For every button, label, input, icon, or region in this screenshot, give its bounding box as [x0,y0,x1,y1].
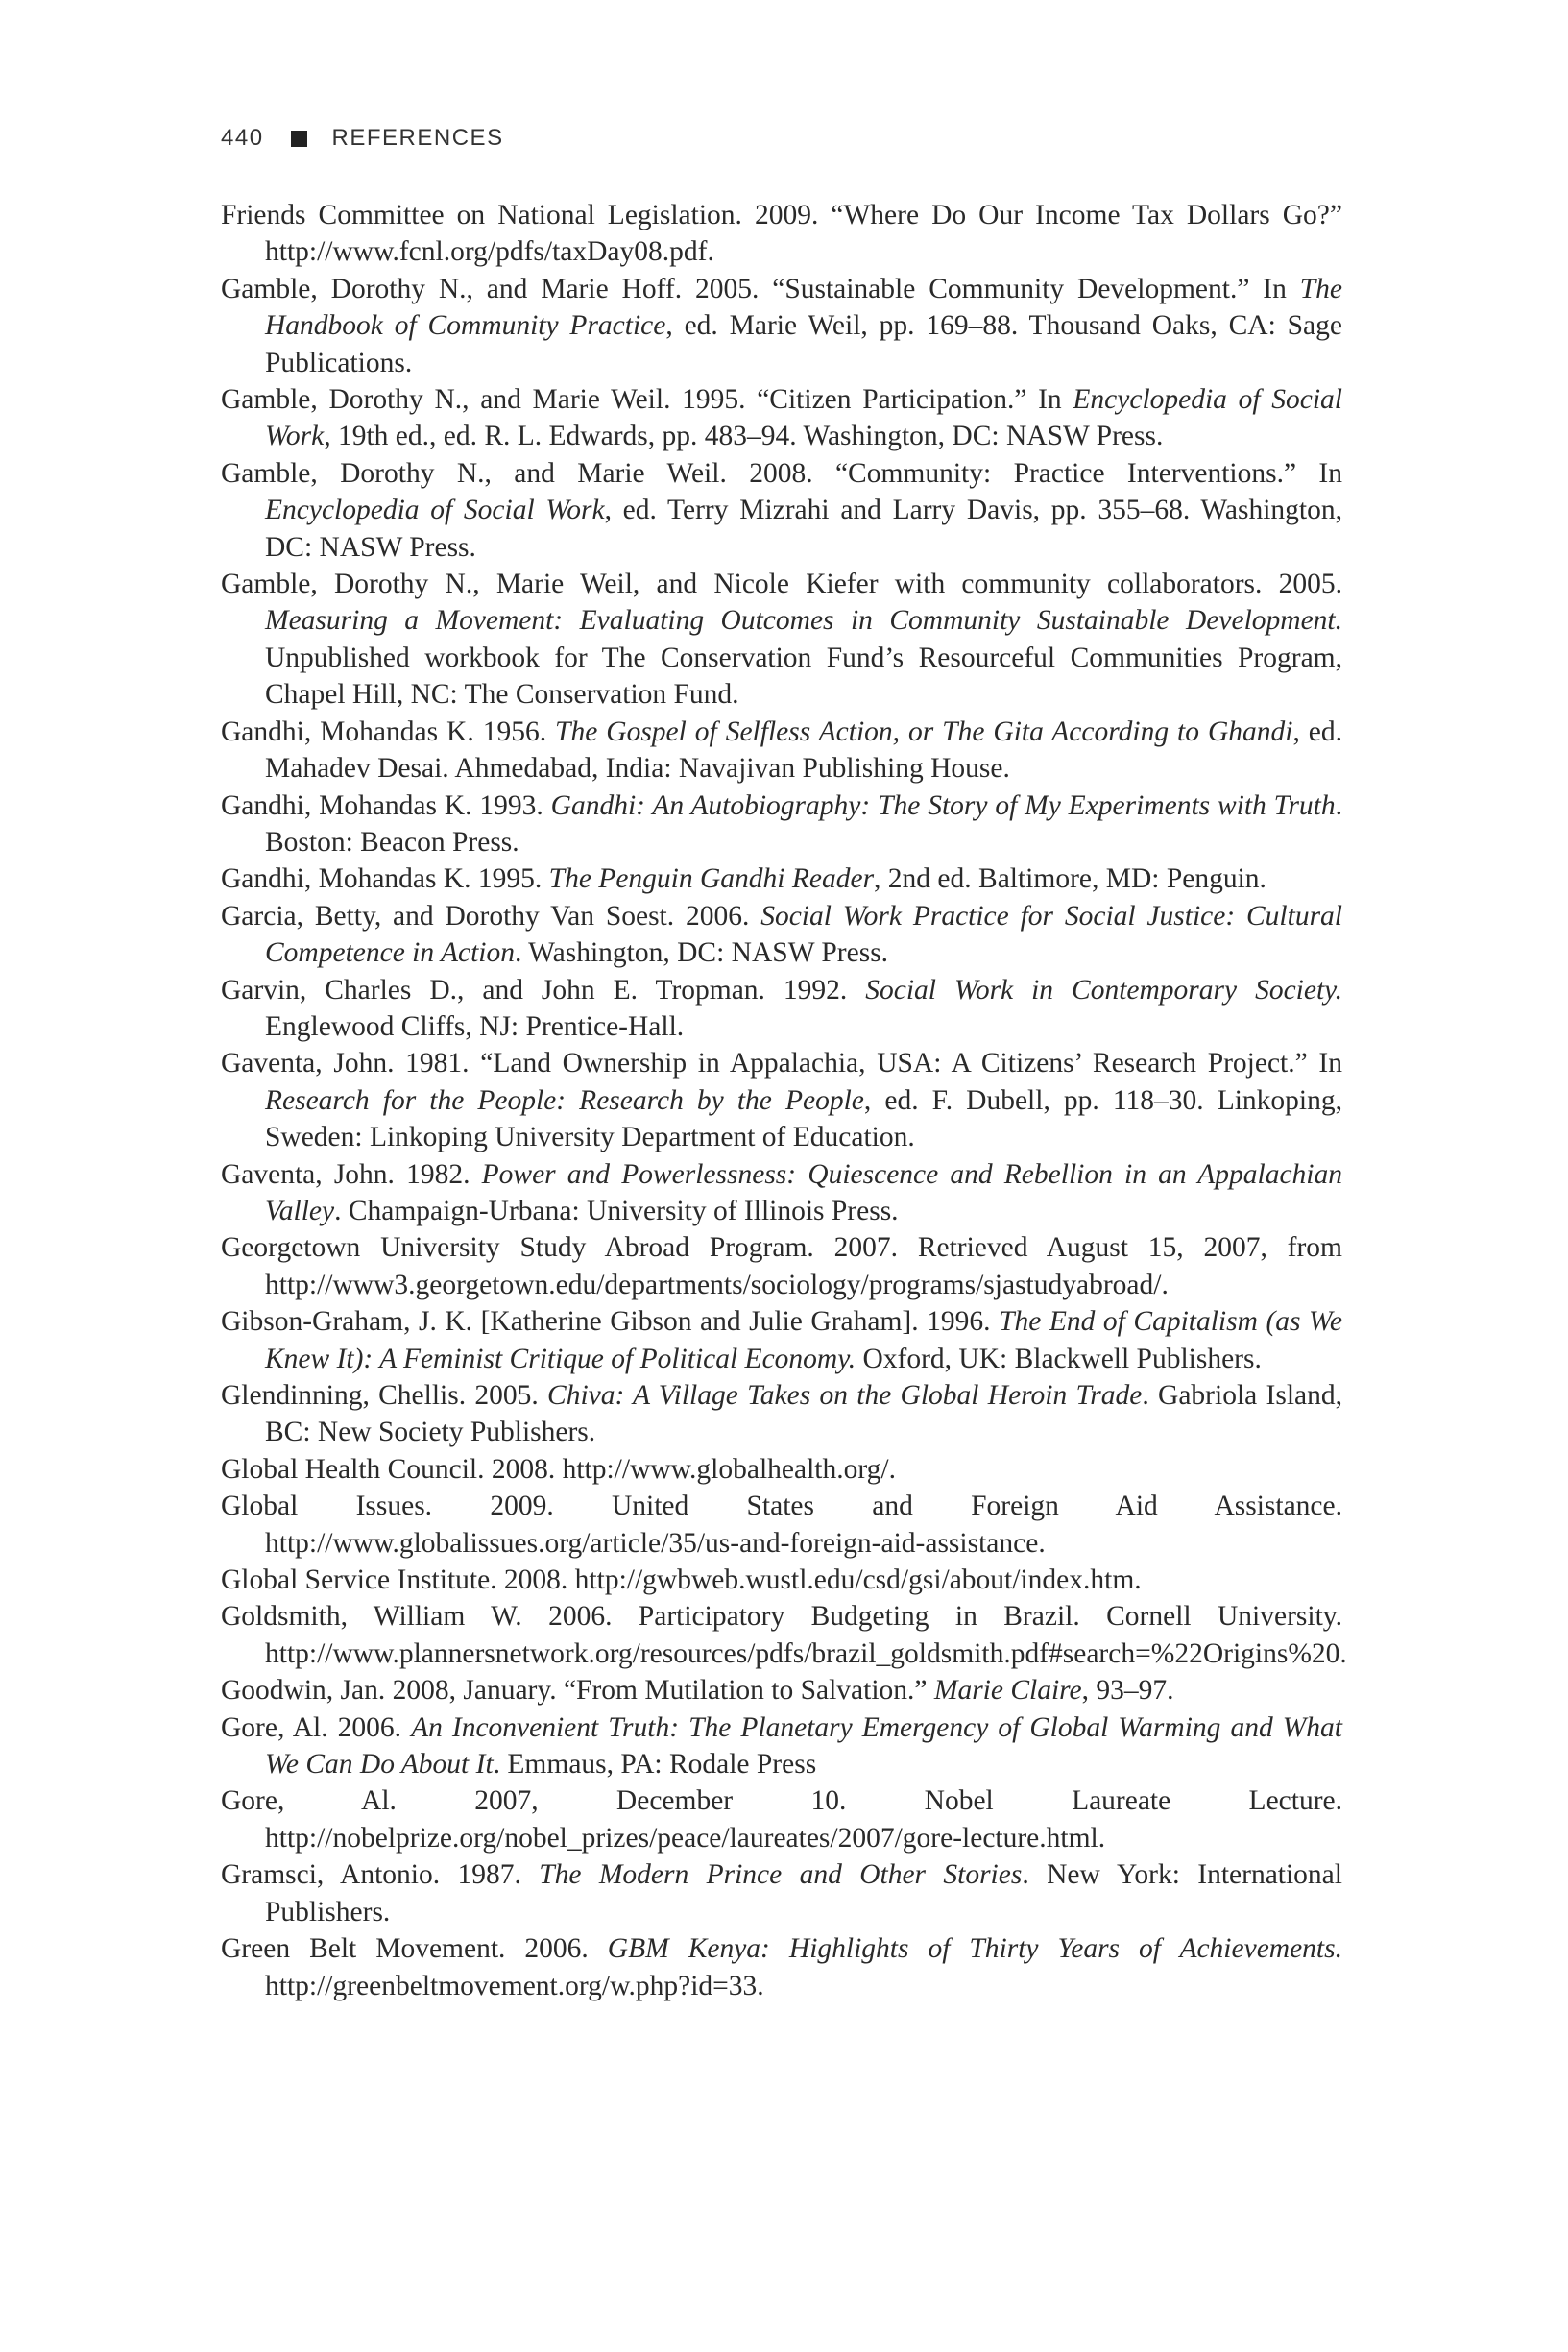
reference-text: Gore, Al. 2007, December 10. Nobel Laureate Lecture. http://nobelprize.org/nobel_prizes/peace/laureates/2007/gore-lecture.html. [221,1785,1342,1854]
reference-text: Oxford, UK: Blackwell Publishers. [856,1343,1262,1374]
reference-entry [221,1562,1342,1598]
reference-entry [221,1709,1342,1783]
reference-text: . Gabriola Island, BC: New Society Publishers. [265,1380,1342,1448]
reference-text: Green Belt Movement. 2006. [221,1933,608,1965]
section-title: REFERENCES [331,125,504,151]
reference-title-italic: The Gospel of Selfless Action, or The Gita According to Ghandi [555,715,1293,747]
reference-entry [221,1856,1342,1930]
reference-text: Gaventa, John. 1981. “Land Ownership in Appalachia, USA: A Citizens’ Research Project.” In [221,1048,1342,1079]
reference-text: Glendinning, Chellis. 2005. [221,1380,548,1411]
reference-entry [221,197,1342,271]
reference-entry [221,1377,1342,1451]
reference-title-italic: Social Work Practice for Social Justice: Cultural Competence in Action [265,900,1342,969]
reference-text: Gamble, Dorothy N., and Marie Weil. 2008. “Community: Practice Interventions.” In [221,457,1342,489]
reference-title-italic: Power and Powerlessness: Quiescence and Rebellion in an Appalachian Valley [265,1158,1342,1226]
reference-text: Gibson-Graham, J. K. [Katherine Gibson and Julie Graham]. 1996. [221,1306,1000,1338]
running-head [221,125,504,152]
reference-entry [221,1782,1342,1856]
reference-text: Global Issues. 2009. United States and Foreign Aid Assistance. http://www.globalissues.org/article/35/us-and-foreign-aid-assistance. [221,1491,1342,1559]
reference-entry [221,1488,1342,1562]
reference-text: Goldsmith, William W. 2006. Participatory Budgeting in Brazil. Cornell University. http://www.plannersnetwork.org/resources/pdfs/brazil_goldsmith.pdf#search=%22Origins%20. [221,1601,1347,1669]
reference-text: , ed. Mahadev Desai. Ahmedabad, India: Navajivan Publishing House. [265,715,1343,785]
reference-title-italic: Marie Claire [933,1675,1082,1707]
reference-text: Goodwin, Jan. 2008, January. “From Mutilation to Salvation.” [221,1675,934,1707]
square-bullet-icon [291,131,307,147]
reference-text: . Washington, DC: NASW Press. [514,937,889,969]
reference-text: , 93–97. [1081,1675,1174,1707]
reference-title-italic: The Modern Prince and Other Stories [539,1859,1023,1891]
reference-text: , ed. F. Dubell, pp. 118–30. Linkoping, Sweden: Linkoping University Department of Education. [265,1084,1343,1153]
reference-entry [221,1156,1342,1230]
reference-entry [221,1045,1342,1155]
reference-text: , ed. Terry Mizrahi and Larry Davis, pp. 355–68. Washington, DC: NASW Press. [265,495,1342,563]
reference-entry [221,271,1342,381]
reference-entry [221,455,1342,566]
reference-text: Gandhi, Mohandas K. 1995. [221,863,549,895]
reference-text: Gandhi, Mohandas K. 1956. [221,715,556,747]
reference-text: Gamble, Dorothy N., and Marie Weil. 1995. “Citizen Participation.” In [221,384,1073,416]
reference-text: , 2nd ed. Baltimore, MD: Penguin. [874,863,1266,895]
reference-title-italic: An Inconvenient Truth: The Planetary Emergency of Global Warming and What We Can Do About It [265,1711,1342,1781]
reference-entry [221,1229,1342,1303]
page-number: 440 [221,125,264,151]
reference-title-italic: Gandhi: An Autobiography: The Story of My Experiments with Truth [550,789,1336,821]
reference-text: Englewood Cliffs, NJ: Prentice-Hall. [265,1010,685,1042]
reference-entry [221,1672,1342,1709]
reference-text: . Boston: Beacon Press. [265,789,1343,858]
reference-entry [221,1303,1342,1377]
reference-entry [221,861,1342,897]
reference-text: . Champaign-Urbana: University of Illinois Press. [334,1195,899,1226]
reference-title-italic: Encyclopedia of Social Work [265,384,1342,452]
reference-text: http://greenbeltmovement.org/w.php?id=33. [265,1970,764,2001]
reference-entry [221,898,1342,972]
reference-entry [221,566,1342,714]
reference-title-italic: Encyclopedia of Social Work [265,495,605,526]
reference-title-italic: Social Work in Contemporary Society. [865,974,1342,1006]
reference-entry [221,714,1342,788]
reference-text: Global Health Council. 2008. http://www.globalhealth.org/. [221,1453,896,1485]
reference-title-italic: Chiva: A Village Takes on the Global Heroin Trade [547,1380,1143,1411]
reference-text: Gaventa, John. 1982. [221,1158,482,1190]
reference-entry [221,788,1342,861]
reference-entry [221,1930,1342,2004]
reference-text: , ed. Marie Weil, pp. 169–88. Thousand Oaks, CA: Sage Publications. [265,310,1342,378]
reference-title-italic: Measuring a Movement: Evaluating Outcomes in Community Sustainable Development. [265,605,1342,637]
reference-text: . New York: International Publishers. [265,1859,1342,1928]
reference-text: Gramsci, Antonio. 1987. [221,1859,540,1891]
reference-entry [221,972,1342,1046]
reference-title-italic: The Handbook of Community Practice [265,273,1342,342]
reference-text: Global Service Institute. 2008. http://gwbweb.wustl.edu/csd/gsi/about/index.htm. [221,1564,1142,1596]
reference-text: , 19th ed., ed. R. L. Edwards, pp. 483–94. Washington, DC: NASW Press. [324,421,1164,452]
reference-text: . Emmaus, PA: Rodale Press [493,1749,817,1781]
reference-text: Garcia, Betty, and Dorothy Van Soest. 2006. [221,900,761,932]
reference-text: Georgetown University Study Abroad Program. 2007. Retrieved August 15, 2007, from http://www3.georgetown.edu/departments/sociology/programs/sjastudyabroad/. [221,1232,1342,1300]
reference-entry [221,1598,1347,1672]
reference-title-italic: The Penguin Gandhi Reader [548,863,875,895]
reference-text: Garvin, Charles D., and John E. Tropman. 1992. [221,974,866,1006]
reference-text: Gamble, Dorothy N., Marie Weil, and Nicole Kiefer with community collaborators. 2005. [221,569,1342,600]
reference-text: Gamble, Dorothy N., and Marie Hoff. 2005. “Sustainable Community Development.” In [221,273,1300,304]
reference-entry [221,1451,1342,1488]
reference-text: Friends Committee on National Legislation. 2009. “Where Do Our Income Tax Dollars Go?” http://www.fcnl.org/pdfs/taxDay08.pdf. [221,200,1342,268]
reference-title-italic: Research for the People: Research by the People [265,1084,864,1116]
reference-list [221,197,1347,2004]
reference-text: Gore, Al. 2006. [221,1711,412,1743]
reference-text: Gandhi, Mohandas K. 1993. [221,789,551,821]
reference-title-italic: The End of Capitalism (as We Knew It): A Feminist Critique of Political Economy. [265,1306,1342,1374]
reference-text: Unpublished workbook for The Conservation Fund’s Resourceful Communities Program, Chapel Hill, NC: The Conservation Fund. [265,642,1342,711]
reference-title-italic: GBM Kenya: Highlights of Thirty Years of Achievements. [607,1933,1342,1965]
reference-entry [221,381,1342,455]
